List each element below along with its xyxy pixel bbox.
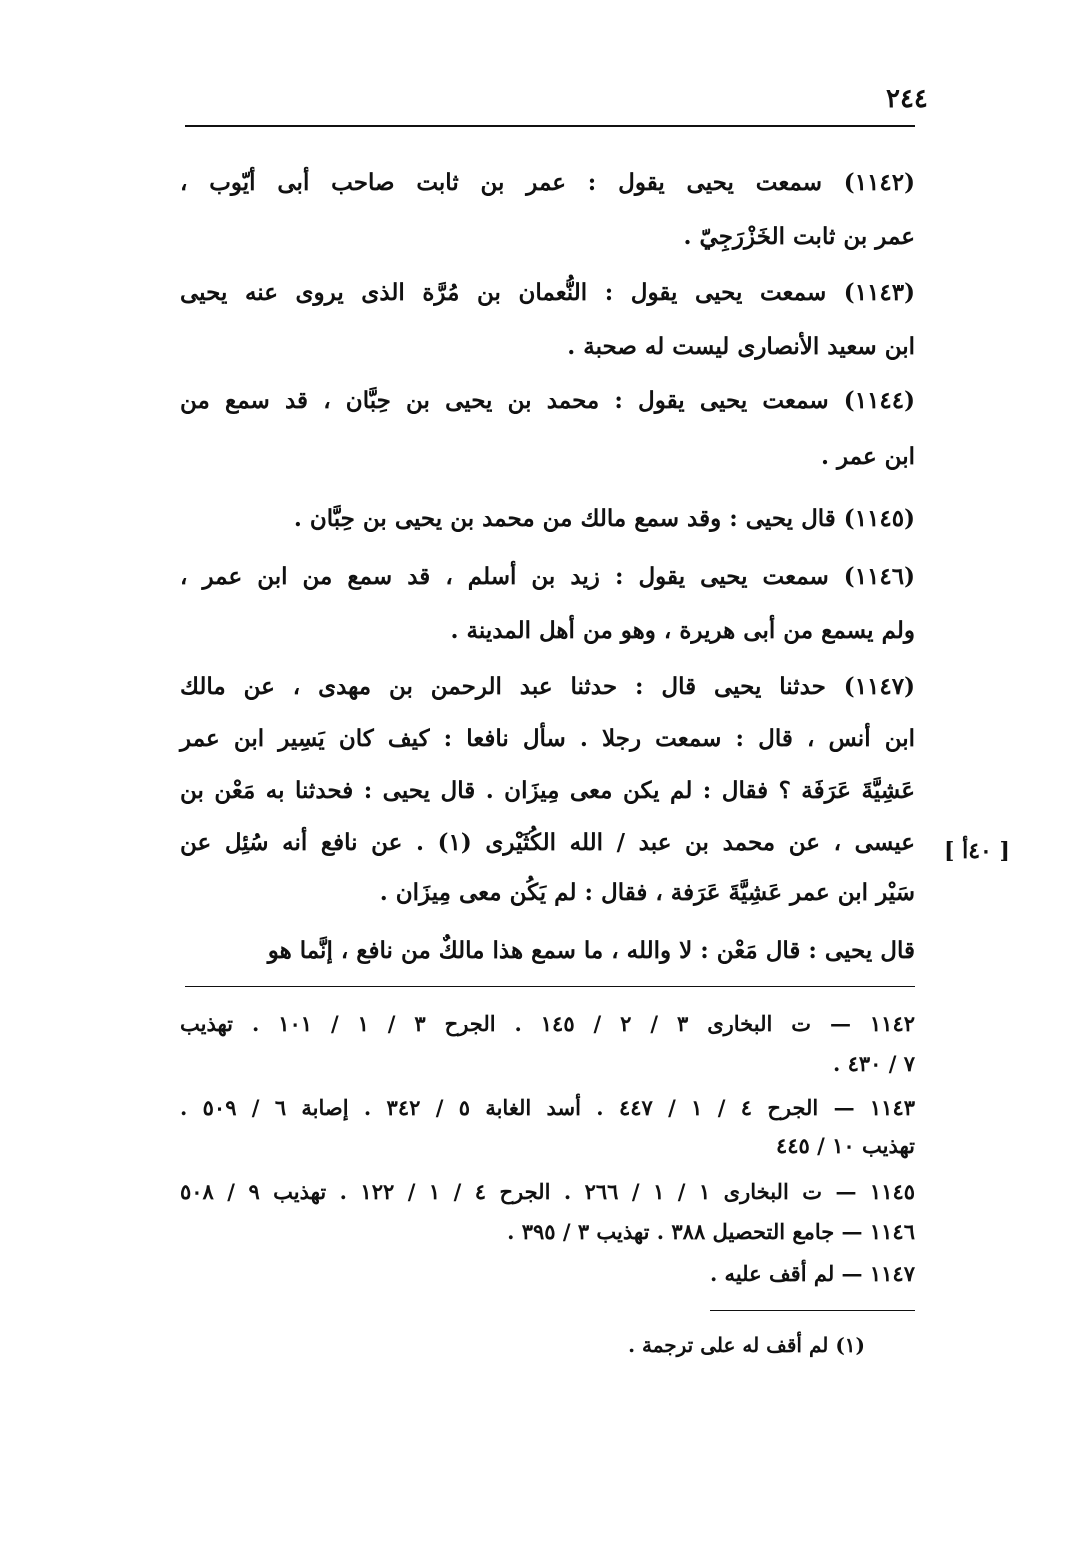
body-line: قال يحيى : قال مَعْن : لا والله ، ما سمع هذا مالكٌ من نافع ، إنَّما هو [267, 937, 915, 964]
reference-line: ١١٤٣ — الجرح ٤ / ١ / ٤٤٧ . أسد الغابة ٥ / ٣٤٢ . إصابة ٦ / ٥٠٩ . [180, 1095, 916, 1120]
body-line: سَيْر ابن عمر عَشِيَّةَ عَرَفة ، فقال : لم يَكُن معى مِيزَان . [379, 879, 915, 906]
page-number: ٢٤٤ [886, 84, 928, 114]
footnote: (١) لم أقف له على ترجمة . [628, 1333, 865, 1357]
body-line: (١١٤٥) قال يحيى : وقد سمع مالك من محمد بن يحيى بن حِبَّان . [293, 505, 915, 532]
reference-line: ١١٤٢ — ت البخارى ٣ / ٢ / ١٤٥ . الجرح ٣ / ١ / ١٠١ . تهذيب [180, 1011, 916, 1036]
body-line: عيسى ، عن محمد بن عبد / الله الكُثَيْرى (١) . عن نافع أنه سُئِل عن [180, 829, 915, 856]
footnote-rule [710, 1310, 915, 1311]
body-line: (١١٤٧) حدثنا يحيى قال : حدثنا عبد الرحمن بن مهدى ، عن مالك [180, 673, 915, 700]
reference-line: ١١٤٦ — جامع التحصيل ٣٨٨ . تهذيب ٣ / ٣٩٥ . [507, 1219, 915, 1244]
body-line: (١١٤٢) سمعت يحيى يقول : عمر بن ثابت صاحب أبى أيّوب ، [180, 169, 915, 196]
body-line: (١١٤٦) سمعت يحيى يقول : زيد بن أسلم ، قد سمع من ابن عمر ، [180, 563, 915, 590]
body-line: (١١٤٣) سمعت يحيى يقول : النُّعمان بن مُرَّة الذى يروى عنه يحيى [180, 279, 915, 306]
body-line: (١١٤٤) سمعت يحيى يقول : محمد بن يحيى بن حِبَّان ، قد سمع من [180, 387, 915, 414]
reference-line: ١١٤٥ — ت البخارى ١ / ١ / ٢٦٦ . الجرح ٤ / ١ / ١٢٢ . تهذيب ٩ / ٥٠٨ [180, 1179, 916, 1204]
body-line: عمر بن ثابت الخَزْرَجِيّ . [683, 223, 915, 250]
body-line: ابن عمر . [820, 443, 915, 470]
margin-folio-note: [ ٤٠أ ] [944, 838, 1010, 864]
body-line: ولم يسمع من أبى هريرة ، وهو من أهل المدينة . [450, 617, 915, 644]
body-line: عَشِيَّةَ عَرَفَة ؟ فقال : لم يكن معى مِيزَان . قال يحيى : فحدثنا به مَعْن بن [180, 777, 915, 804]
header-rule [185, 125, 915, 127]
body-line: ابن سعيد الأنصارى ليست له صحبة . [567, 333, 915, 360]
reference-line: تهذيب ١٠ / ٤٤٥ [775, 1133, 915, 1158]
body-line: ابن أنس ، قال : سمعت رجلا . سأل نافعا : كيف كان يَسِير ابن عمر [180, 725, 915, 752]
reference-line: ١١٤٧ — لم أقف عليه . [709, 1261, 915, 1286]
references-rule [185, 986, 915, 987]
reference-line: ٧ / ٤٣٠ . [832, 1051, 915, 1076]
